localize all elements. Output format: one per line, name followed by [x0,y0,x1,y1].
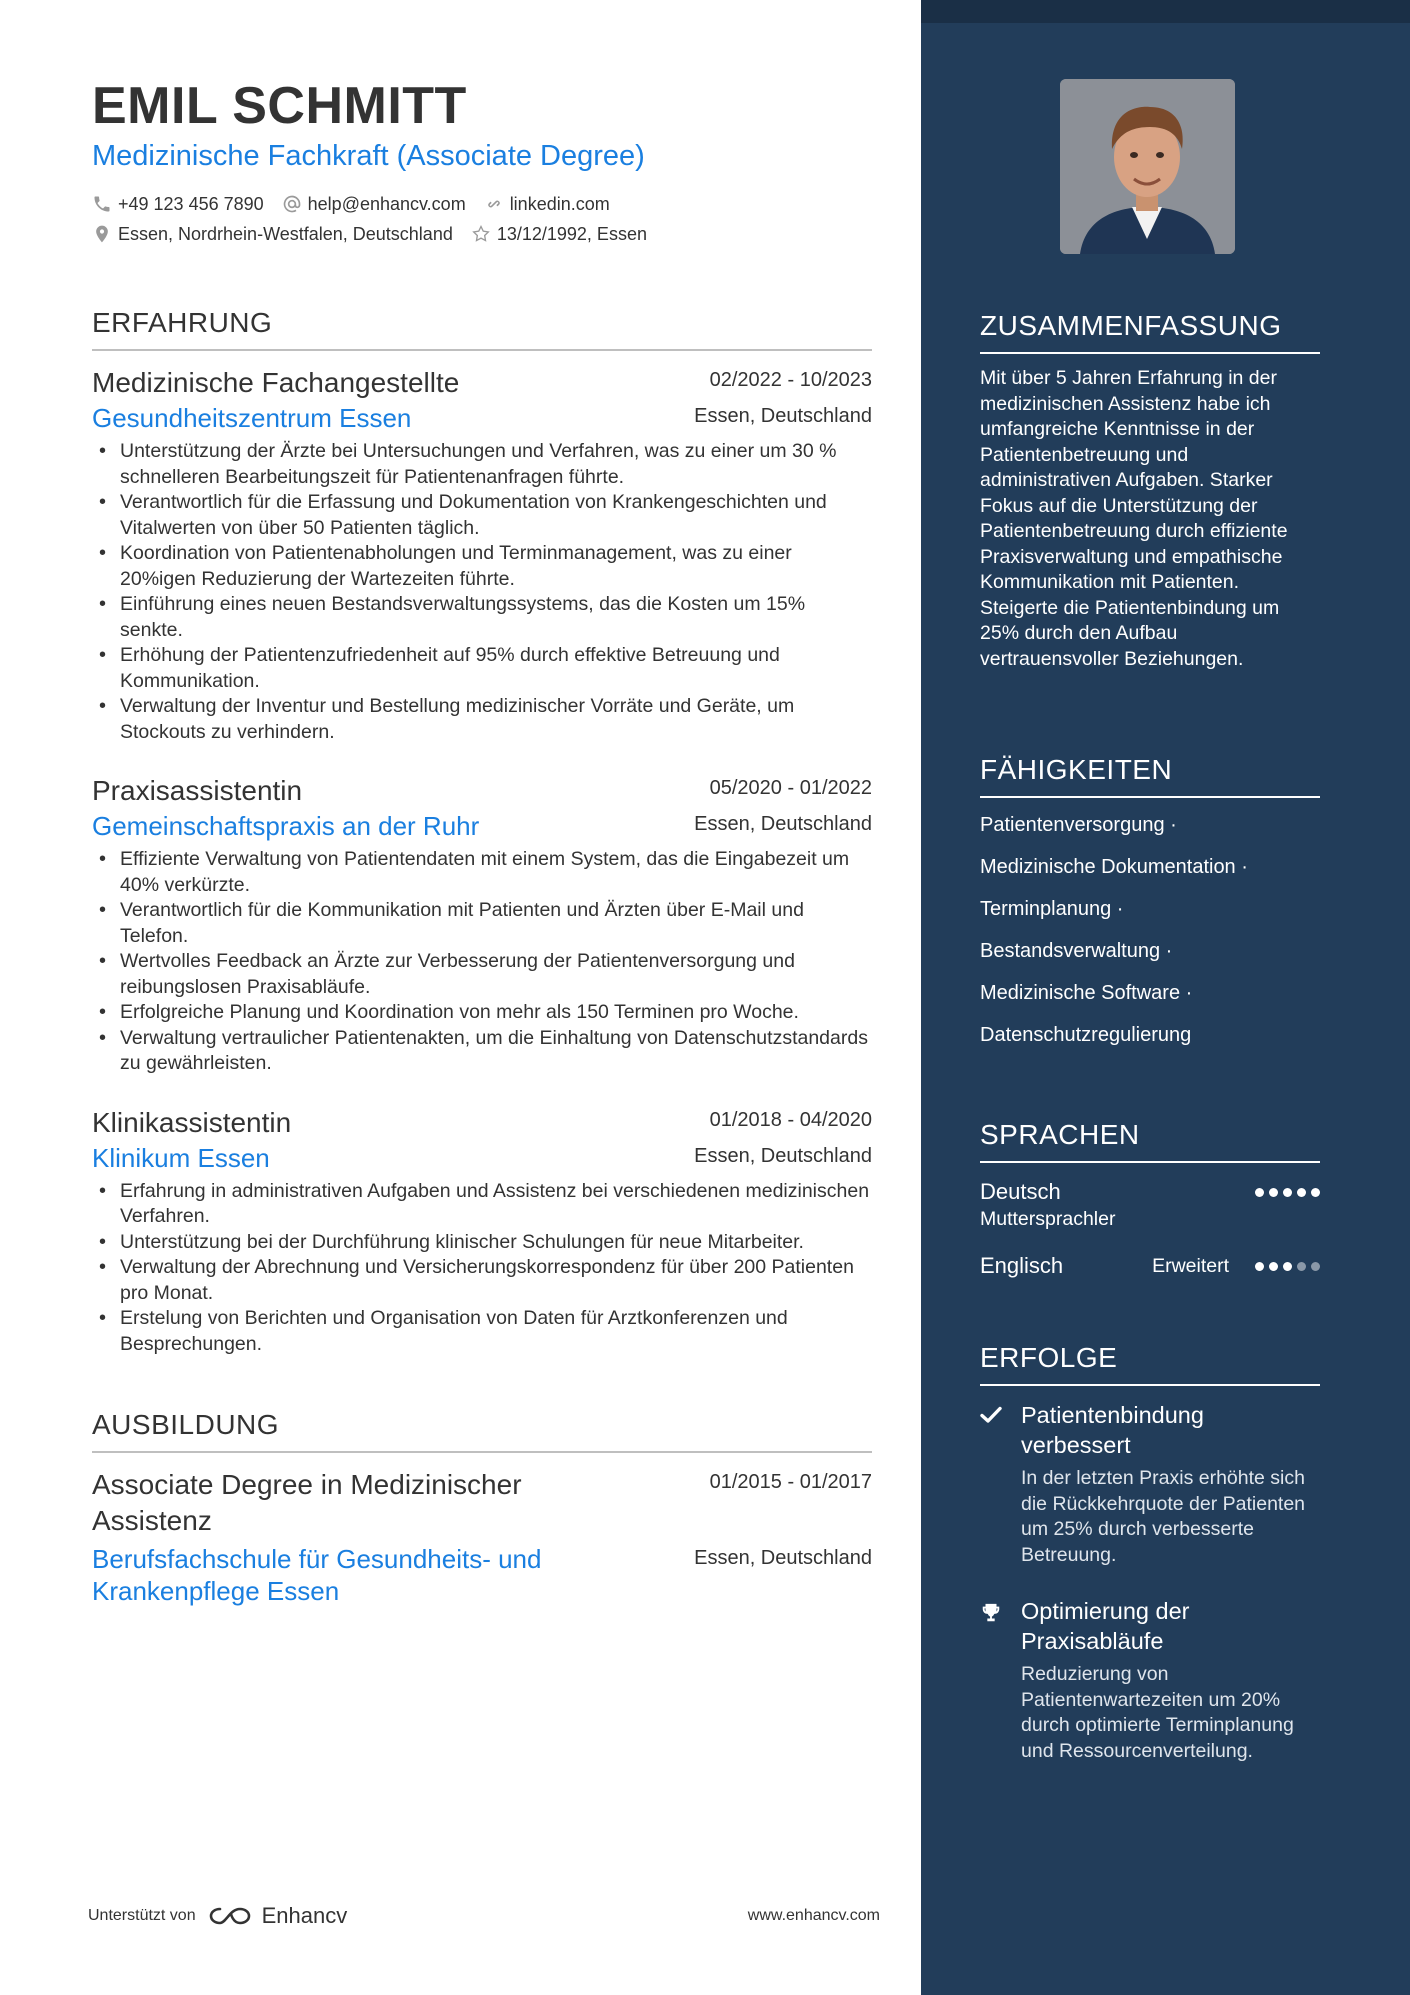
achievement-item [980,1400,1320,1568]
bullet-item: • Unterstützung bei der Durchführung klinischer Schulungen für neue Mitarbeiter. [92,1230,872,1256]
link-icon [484,194,504,214]
sidebar [921,0,1410,1995]
job-entry [92,773,872,1077]
job-bullets [92,439,872,745]
languages-heading: SPRACHEN [980,1119,1320,1163]
skills-heading: FÄHIGKEITEN [980,754,1320,798]
achievement-desc: Reduzierung von Patientenwartezeiten um 20% durch optimierte Terminplanung und Ressourcenverteilung. [1021,1663,1294,1762]
job-company: Gemeinschaftspraxis an der Ruhr [92,811,480,841]
degree-title: Associate Degree in Medizinischer Assistenz [92,1469,522,1536]
rating-dot [1269,1188,1278,1197]
rating-dot [1255,1262,1264,1271]
rating-dot [1297,1262,1306,1271]
language-item [980,1251,1320,1281]
location-pin-icon [92,224,112,244]
bullet-item: • Erfolgreiche Planung und Koordination von mehr als 150 Terminen pro Woche. [92,1000,872,1026]
location-text: Essen, Nordrhein-Westfalen, Deutschland [118,223,453,244]
job-entry [92,1105,872,1358]
bullet-item: • Effiziente Verwaltung von Patientendaten mit einem System, das die Eingabezeit um 40% verkürzte. [92,847,872,898]
education-entry [92,1467,872,1607]
job-company: Gesundheitszentrum Essen [92,403,412,433]
job-location: Essen, Deutschland [694,813,872,835]
rating-dot [1269,1262,1278,1271]
skills-section [980,754,1320,1056]
powered-by-text: Unterstützt von [88,1907,196,1924]
phone-icon [92,194,112,214]
job-location: Essen, Deutschland [694,405,872,427]
job-location: Essen, Deutschland [694,1144,872,1167]
brand-name: Enhancv [261,1903,348,1928]
language-name: Deutsch [980,1179,1061,1204]
star-icon [471,224,491,244]
infinity-logo-icon [208,1905,254,1927]
rating-dot [1283,1188,1292,1197]
rating-dot [1311,1262,1320,1271]
achievements-section [980,1342,1320,1764]
achievement-desc: In der letzten Praxis erhöhte sich die Rückkehrquote der Patienten um 25% durch verbesserte Betreuung. [1021,1467,1306,1566]
bullet-item: • Unterstützung der Ärzte bei Untersuchungen und Verfahren, was zu einer um 30 % schnelleren Bearbeitungszeit für Patientenanfragen führte. [92,439,872,490]
bullet-item: • Erstelung von Berichten und Organisation von Daten für Arztkonferenzen und Besprechungen. [92,1306,872,1357]
job-bullets [92,847,872,1077]
language-rating [1255,1177,1320,1207]
skill-item: Terminplanung · [980,898,1124,920]
job-date: 01/2018 - 04/2020 [709,1108,872,1131]
enhancv-logo[interactable] [208,1903,348,1929]
rating-dot [1283,1262,1292,1271]
powered-by [88,1903,347,1929]
language-rating [1255,1251,1320,1281]
summary-section [980,310,1320,672]
website-link[interactable]: www.enhancv.com [747,1907,880,1924]
bullet-item: • Verwaltung vertraulicher Patientenakten, um die Einhaltung von Datenschutzstandards zu gewährleisten. [92,1026,872,1077]
sidebar-top-band [921,0,1410,23]
achievements-heading: ERFOLGE [980,1342,1320,1386]
summary-heading: ZUSAMMENFASSUNG [980,310,1320,354]
bullet-item: • Wertvolles Feedback an Ärzte zur Verbesserung der Patientenversorgung und reibungslosen Praxisabläufe. [92,949,872,1000]
trophy-icon [980,1602,1002,1624]
bullet-item: • Verwaltung der Abrechnung und Versicherungskorrespondenz für über 200 Patienten pro Monat. [92,1255,872,1306]
contact-info [92,189,921,249]
job-bullets [92,1179,872,1358]
profile-photo [1060,79,1235,254]
bullet-item: • Einführung eines neuen Bestandsverwaltungssystems, das die Kosten um 15% senkte. [92,592,872,643]
job-company: Klinikum Essen [92,1142,270,1173]
email-contact[interactable] [282,194,466,215]
bullet-item: • Verantwortlich für die Kommunikation mit Patienten und Ärzten über E-Mail und Telefon. [92,898,872,949]
job-date: 05/2020 - 01/2022 [709,777,872,799]
language-item [980,1177,1320,1231]
candidate-name: EMIL SCHMITT [92,77,467,135]
job-role: Praxisassistentin [92,775,303,806]
footer [88,1903,880,1929]
education-section [92,1409,872,1607]
language-level: Muttersprachler [980,1208,1116,1230]
job-date: 02/2022 - 10/2023 [709,369,872,391]
job-role: Medizinische Fachangestellte [92,367,460,398]
candidate-title: Medizinische Fachkraft (Associate Degree) [92,140,645,172]
education-location: Essen, Deutschland [694,1547,872,1569]
email-text: help@enhancv.com [307,193,466,214]
bullet-item: • Verantwortlich für die Erfassung und Dokumentation von Krankengeschichten und Vitalwerten von über 50 Patienten täglich. [92,490,872,541]
birth-contact [471,224,647,245]
at-icon [282,194,302,214]
experience-section [92,307,872,1357]
languages-section [980,1119,1320,1281]
experience-heading: ERFAHRUNG [92,307,872,351]
rating-dot [1255,1188,1264,1197]
rating-dot [1311,1188,1320,1197]
phone-contact[interactable] [92,194,264,215]
achievement-title: Optimierung der Praxisabläufe [1021,1598,1190,1654]
rating-dot [1297,1188,1306,1197]
achievement-title: Patientenbindung verbessert [1021,1402,1204,1458]
job-entry [92,365,872,745]
achievement-item [980,1596,1320,1764]
birth-text: 13/12/1992, Essen [496,223,647,244]
education-date: 01/2015 - 01/2017 [709,1471,872,1493]
skill-item: Medizinische Dokumentation · [980,856,1248,878]
linkedin-contact[interactable] [484,194,610,215]
language-name: Englisch [980,1253,1064,1278]
avatar-portrait [1060,79,1235,254]
job-role: Klinikassistentin [92,1106,292,1138]
skill-item: Patientenversorgung · [980,814,1177,836]
bullet-item: • Erfahrung in administrativen Aufgaben und Assistenz bei verschiedenen medizinischen Verfahren. [92,1179,872,1230]
bullet-item: • Verwaltung der Inventur und Bestellung medizinischer Vorräte und Geräte, um Stockouts zu verhindern. [92,694,872,745]
linkedin-text: linkedin.com [509,193,610,214]
location-contact [92,224,453,245]
check-icon [980,1406,1002,1424]
bullet-item: • Erhöhung der Patientenzufriedenheit auf 95% durch effektive Betreuung und Kommunikation. [92,643,872,694]
skill-item: Medizinische Software · [980,982,1193,1004]
summary-text: Mit über 5 Jahren Erfahrung in der medizinischen Assistenz habe ich umfangreiche Kenntnisse in der Patientenbetreuung und administrativen Aufgaben. Starker Fokus auf die Unterstützung der Patientenbetreuung durch effiziente Praxisverwaltung und empathische Kommunikation mit Patienten. Steigerte die Patientenbindung um 25% durch den Aufbau vertrauensvoller Beziehungen. [980,367,1288,670]
bullet-item: • Koordination von Patientenabholungen und Terminmanagement, was zu einer 20%igen Reduzierung der Wartezeiten führte. [92,541,872,592]
language-level: Erweitert [1152,1255,1229,1277]
phone-text: +49 123 456 7890 [118,193,264,214]
education-heading: AUSBILDUNG [92,1409,872,1453]
skill-item: Bestandsverwaltung · [980,940,1173,962]
school-name: Berufsfachschule für Gesundheits- und Krankenpflege Essen [92,1544,542,1606]
skill-item: Datenschutzregulierung [980,1024,1192,1046]
